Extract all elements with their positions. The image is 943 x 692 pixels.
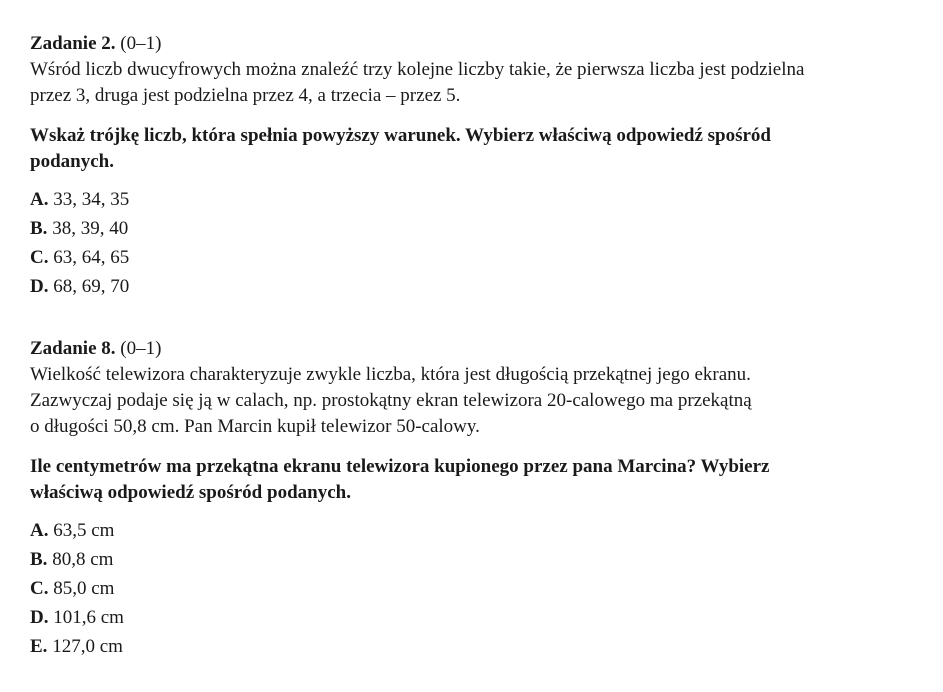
task-question	[30, 123, 910, 175]
question-line: podanych.	[30, 151, 114, 172]
answer-option-c[interactable]	[30, 243, 910, 272]
option-letter: A.	[30, 520, 49, 541]
option-text: 127,0 cm	[52, 636, 123, 657]
answer-option-d[interactable]	[30, 603, 910, 632]
answer-option-e[interactable]	[30, 632, 910, 661]
question-line: Wskaż trójkę liczb, która spełnia powyższy warunek. Wybierz właściwą odpowiedź spośród	[30, 125, 771, 146]
task-number: Zadanie 8.	[30, 338, 116, 359]
answer-option-b[interactable]	[30, 545, 910, 574]
option-text: 80,8 cm	[52, 549, 114, 570]
option-text: 68, 69, 70	[53, 276, 130, 297]
answer-option-d[interactable]	[30, 272, 910, 301]
intro-line: Wielkość telewizora charakteryzuje zwykle liczba, która jest długością przekątnej jego ekranu.	[30, 364, 751, 385]
option-letter: C.	[30, 247, 49, 268]
question-line: Ile centymetrów ma przekątna ekranu telewizora kupionego przez pana Marcina? Wybierz	[30, 456, 770, 477]
option-letter: D.	[30, 276, 49, 297]
task-question	[30, 454, 910, 506]
task-title	[30, 31, 910, 57]
answer-option-b[interactable]	[30, 214, 910, 243]
task-points: (0–1)	[120, 338, 162, 359]
intro-line: Wśród liczb dwucyfrowych można znaleźć trzy kolejne liczby takie, że pierwsza liczba jest podzielna	[30, 59, 805, 80]
option-text: 38, 39, 40	[52, 218, 129, 239]
task-number: Zadanie 2.	[30, 33, 116, 54]
task-points: (0–1)	[120, 33, 162, 54]
option-text: 85,0 cm	[53, 578, 115, 599]
task-zadanie-8	[30, 336, 910, 661]
intro-line: Zazwyczaj podaje się ją w calach, np. prostokątny ekran telewizora 20-calowego ma przekątną	[30, 390, 752, 411]
option-text: 63,5 cm	[53, 520, 115, 541]
option-letter: B.	[30, 218, 48, 239]
task-intro	[30, 362, 910, 440]
option-text: 63, 64, 65	[53, 247, 130, 268]
option-letter: C.	[30, 578, 49, 599]
answer-options	[30, 185, 910, 301]
question-line: właściwą odpowiedź spośród podanych.	[30, 482, 351, 503]
option-letter: B.	[30, 549, 48, 570]
intro-line: o długości 50,8 cm. Pan Marcin kupił telewizor 50-calowy.	[30, 416, 480, 437]
answer-option-c[interactable]	[30, 574, 910, 603]
option-letter: D.	[30, 607, 49, 628]
option-letter: A.	[30, 189, 49, 210]
answer-options	[30, 516, 910, 661]
option-text: 101,6 cm	[53, 607, 124, 628]
task-intro	[30, 57, 910, 109]
intro-line: przez 3, druga jest podzielna przez 4, a trzecia – przez 5.	[30, 85, 461, 106]
task-zadanie-2	[30, 31, 910, 301]
task-title	[30, 336, 910, 362]
option-letter: E.	[30, 636, 48, 657]
option-text: 33, 34, 35	[53, 189, 130, 210]
answer-option-a[interactable]	[30, 516, 910, 545]
answer-option-a[interactable]	[30, 185, 910, 214]
